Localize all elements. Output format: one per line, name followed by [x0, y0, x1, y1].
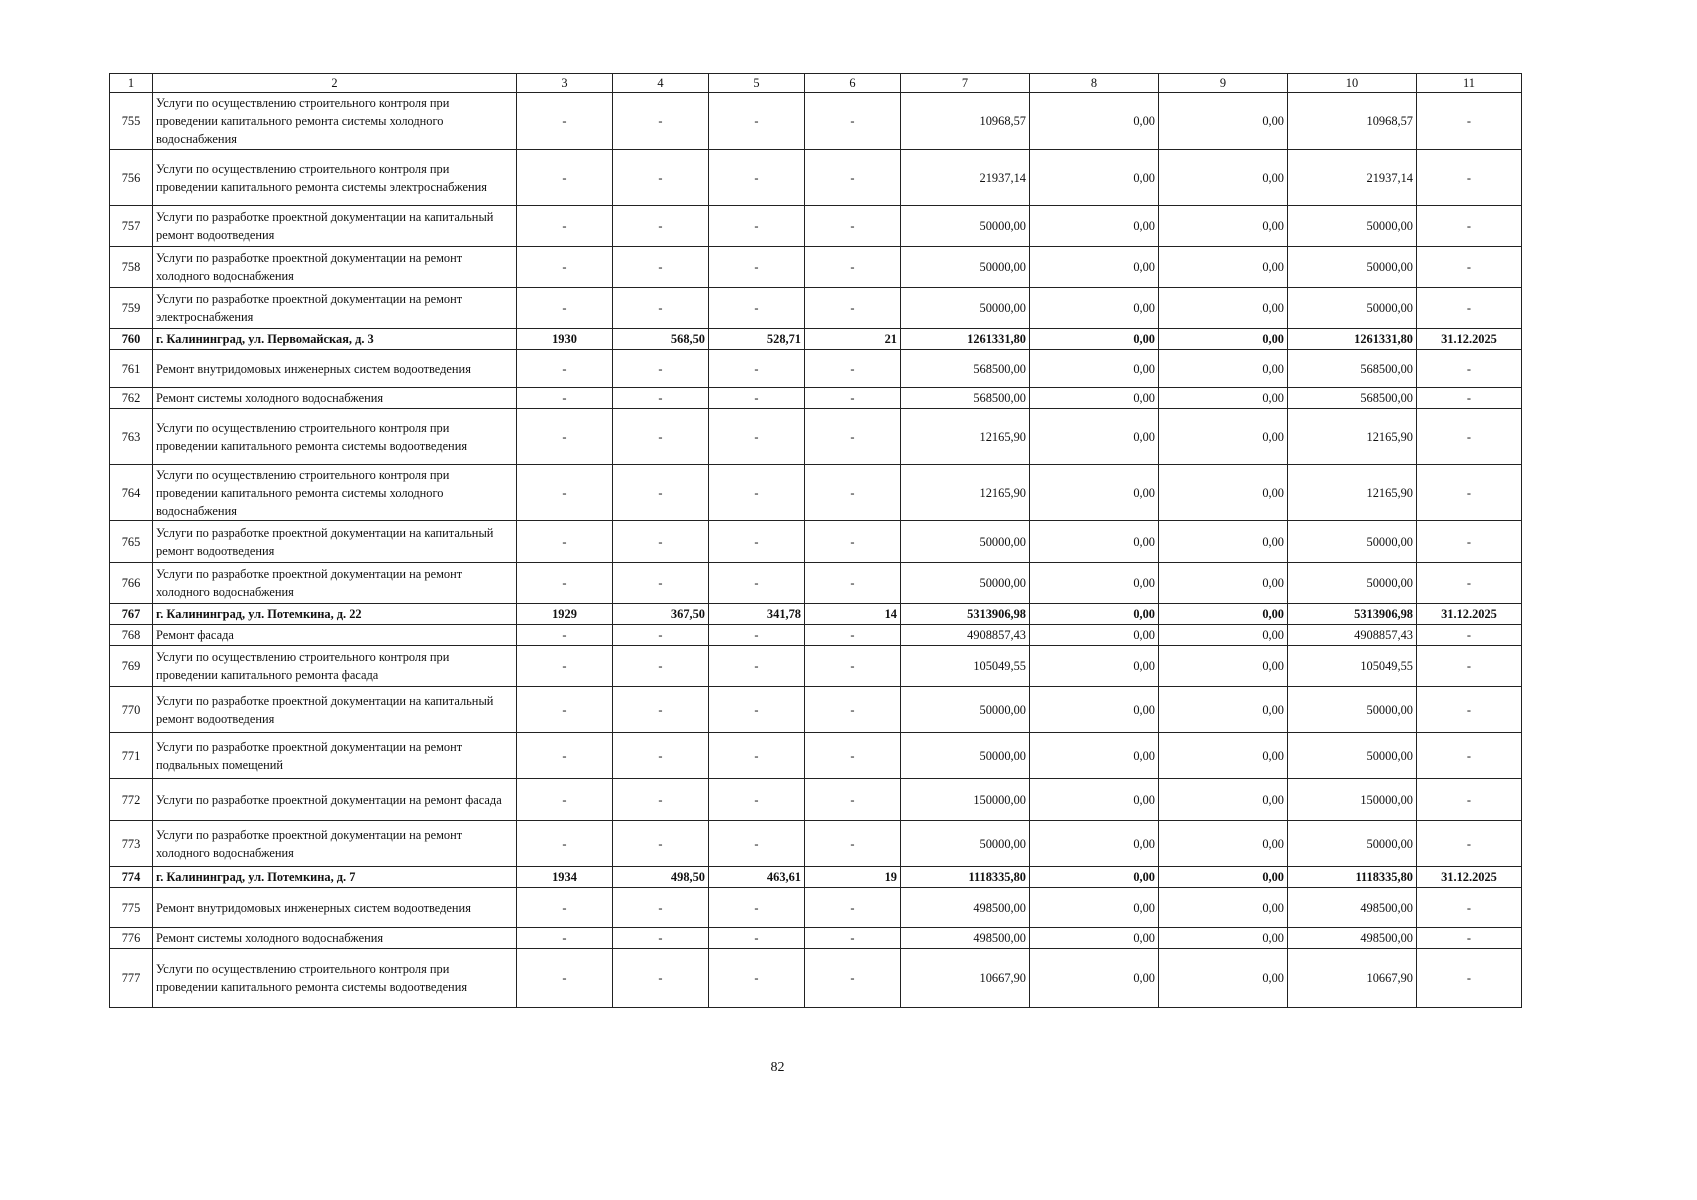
cell-col-4: - — [613, 350, 709, 388]
row-number: 758 — [110, 247, 153, 288]
cell-col-10: 50000,00 — [1288, 733, 1417, 779]
row-name: Услуги по разработке проектной документации на капитальный ремонт водоотведения — [153, 687, 517, 733]
cell-col-6: 19 — [805, 867, 901, 888]
cell-col-10: 50000,00 — [1288, 288, 1417, 329]
column-header: 10 — [1288, 74, 1417, 93]
row-number: 762 — [110, 388, 153, 409]
header-row — [110, 74, 1522, 93]
row-name: Услуги по разработке проектной документации на капитальный ремонт водоотведения — [153, 521, 517, 563]
cell-col-7: 105049,55 — [901, 646, 1030, 687]
cell-col-3: 1934 — [517, 867, 613, 888]
column-header: 9 — [1159, 74, 1288, 93]
table-body — [110, 74, 1522, 1008]
row-name: Услуги по разработке проектной документации на ремонт электроснабжения — [153, 288, 517, 329]
cell-col-11: 31.12.2025 — [1417, 867, 1522, 888]
cell-col-6: - — [805, 521, 901, 563]
cell-col-9: 0,00 — [1159, 150, 1288, 206]
cell-col-9: 0,00 — [1159, 563, 1288, 604]
cell-col-11: - — [1417, 821, 1522, 867]
row-name: Услуги по осуществлению строительного контроля при проведении капитального ремонта системы холодного водоснабжения — [153, 93, 517, 150]
cell-col-3: 1929 — [517, 604, 613, 625]
address-row — [110, 604, 1522, 625]
table-row — [110, 350, 1522, 388]
cell-col-6: - — [805, 247, 901, 288]
cell-col-6: - — [805, 409, 901, 465]
cell-col-6: - — [805, 928, 901, 949]
cell-col-4: - — [613, 949, 709, 1008]
cell-col-7: 568500,00 — [901, 350, 1030, 388]
cell-col-11: - — [1417, 779, 1522, 821]
cell-col-4: - — [613, 733, 709, 779]
cell-col-9: 0,00 — [1159, 206, 1288, 247]
cell-col-8: 0,00 — [1030, 949, 1159, 1008]
column-header: 5 — [709, 74, 805, 93]
cell-col-6: - — [805, 150, 901, 206]
cell-col-11: - — [1417, 949, 1522, 1008]
cell-col-6: - — [805, 465, 901, 521]
cell-col-11: - — [1417, 409, 1522, 465]
cell-col-11: - — [1417, 625, 1522, 646]
cell-col-4: - — [613, 821, 709, 867]
row-name: Ремонт системы холодного водоснабжения — [153, 928, 517, 949]
row-number: 757 — [110, 206, 153, 247]
row-number: 760 — [110, 329, 153, 350]
address-row — [110, 329, 1522, 350]
cell-col-4: - — [613, 288, 709, 329]
cell-col-6: - — [805, 388, 901, 409]
cell-col-6: - — [805, 687, 901, 733]
cell-col-11: - — [1417, 687, 1522, 733]
cell-col-3: - — [517, 733, 613, 779]
row-name: г. Калининград, ул. Потемкина, д. 22 — [153, 604, 517, 625]
table-row — [110, 288, 1522, 329]
column-header: 1 — [110, 74, 153, 93]
cell-col-3: - — [517, 206, 613, 247]
row-number: 755 — [110, 93, 153, 150]
cell-col-4: 568,50 — [613, 329, 709, 350]
cell-col-11: 31.12.2025 — [1417, 604, 1522, 625]
column-header: 2 — [153, 74, 517, 93]
cell-col-4: - — [613, 388, 709, 409]
cell-col-3: - — [517, 779, 613, 821]
row-name: Услуги по разработке проектной документации на ремонт фасада — [153, 779, 517, 821]
cell-col-6: - — [805, 206, 901, 247]
cell-col-9: 0,00 — [1159, 821, 1288, 867]
row-number: 756 — [110, 150, 153, 206]
cell-col-5: - — [709, 928, 805, 949]
data-table — [109, 73, 1522, 1008]
cell-col-8: 0,00 — [1030, 247, 1159, 288]
cell-col-10: 5313906,98 — [1288, 604, 1417, 625]
cell-col-11: - — [1417, 733, 1522, 779]
row-number: 767 — [110, 604, 153, 625]
row-number: 761 — [110, 350, 153, 388]
cell-col-3: - — [517, 247, 613, 288]
cell-col-11: - — [1417, 247, 1522, 288]
cell-col-5: - — [709, 93, 805, 150]
table-row — [110, 563, 1522, 604]
cell-col-9: 0,00 — [1159, 867, 1288, 888]
cell-col-4: - — [613, 888, 709, 928]
cell-col-8: 0,00 — [1030, 409, 1159, 465]
cell-col-10: 50000,00 — [1288, 247, 1417, 288]
row-number: 764 — [110, 465, 153, 521]
cell-col-4: - — [613, 93, 709, 150]
cell-col-11: - — [1417, 150, 1522, 206]
cell-col-3: - — [517, 521, 613, 563]
cell-col-5: 463,61 — [709, 867, 805, 888]
cell-col-8: 0,00 — [1030, 288, 1159, 329]
cell-col-7: 50000,00 — [901, 733, 1030, 779]
row-number: 765 — [110, 521, 153, 563]
row-name: Ремонт внутридомовых инженерных систем водоотведения — [153, 888, 517, 928]
row-number: 763 — [110, 409, 153, 465]
table-row — [110, 888, 1522, 928]
cell-col-8: 0,00 — [1030, 888, 1159, 928]
cell-col-5: - — [709, 733, 805, 779]
row-name: Услуги по осуществлению строительного контроля при проведении капитального ремонта системы водоотведения — [153, 949, 517, 1008]
cell-col-3: - — [517, 93, 613, 150]
row-number: 776 — [110, 928, 153, 949]
cell-col-10: 12165,90 — [1288, 409, 1417, 465]
cell-col-9: 0,00 — [1159, 388, 1288, 409]
table-row — [110, 687, 1522, 733]
cell-col-7: 10968,57 — [901, 93, 1030, 150]
cell-col-7: 150000,00 — [901, 779, 1030, 821]
row-name: Ремонт системы холодного водоснабжения — [153, 388, 517, 409]
cell-col-3: - — [517, 465, 613, 521]
row-number: 770 — [110, 687, 153, 733]
row-name: г. Калининград, ул. Потемкина, д. 7 — [153, 867, 517, 888]
cell-col-9: 0,00 — [1159, 409, 1288, 465]
cell-col-8: 0,00 — [1030, 604, 1159, 625]
table-row — [110, 388, 1522, 409]
cell-col-11: - — [1417, 465, 1522, 521]
table-row — [110, 150, 1522, 206]
row-name: Услуги по разработке проектной документации на ремонт холодного водоснабжения — [153, 247, 517, 288]
cell-col-4: - — [613, 687, 709, 733]
cell-col-10: 1118335,80 — [1288, 867, 1417, 888]
cell-col-10: 568500,00 — [1288, 388, 1417, 409]
cell-col-5: - — [709, 625, 805, 646]
cell-col-8: 0,00 — [1030, 521, 1159, 563]
cell-col-11: - — [1417, 388, 1522, 409]
cell-col-9: 0,00 — [1159, 888, 1288, 928]
cell-col-4: - — [613, 409, 709, 465]
row-name: г. Калининград, ул. Первомайская, д. 3 — [153, 329, 517, 350]
cell-col-8: 0,00 — [1030, 150, 1159, 206]
cell-col-4: - — [613, 247, 709, 288]
cell-col-7: 12165,90 — [901, 465, 1030, 521]
cell-col-7: 498500,00 — [901, 928, 1030, 949]
cell-col-5: 528,71 — [709, 329, 805, 350]
cell-col-6: - — [805, 779, 901, 821]
row-number: 768 — [110, 625, 153, 646]
column-header: 3 — [517, 74, 613, 93]
cell-col-10: 498500,00 — [1288, 888, 1417, 928]
cell-col-4: - — [613, 563, 709, 604]
row-name: Услуги по разработке проектной документации на ремонт холодного водоснабжения — [153, 563, 517, 604]
cell-col-8: 0,00 — [1030, 329, 1159, 350]
cell-col-9: 0,00 — [1159, 949, 1288, 1008]
cell-col-9: 0,00 — [1159, 646, 1288, 687]
cell-col-3: - — [517, 687, 613, 733]
row-number: 771 — [110, 733, 153, 779]
column-header: 6 — [805, 74, 901, 93]
cell-col-7: 4908857,43 — [901, 625, 1030, 646]
table-row — [110, 247, 1522, 288]
cell-col-11: - — [1417, 888, 1522, 928]
cell-col-9: 0,00 — [1159, 350, 1288, 388]
cell-col-10: 50000,00 — [1288, 687, 1417, 733]
cell-col-6: - — [805, 733, 901, 779]
cell-col-3: - — [517, 625, 613, 646]
cell-col-4: - — [613, 928, 709, 949]
cell-col-8: 0,00 — [1030, 206, 1159, 247]
row-number: 772 — [110, 779, 153, 821]
cell-col-8: 0,00 — [1030, 821, 1159, 867]
cell-col-3: 1930 — [517, 329, 613, 350]
cell-col-9: 0,00 — [1159, 604, 1288, 625]
table-row — [110, 821, 1522, 867]
cell-col-6: - — [805, 350, 901, 388]
cell-col-5: - — [709, 949, 805, 1008]
cell-col-6: 21 — [805, 329, 901, 350]
cell-col-6: - — [805, 625, 901, 646]
cell-col-3: - — [517, 928, 613, 949]
cell-col-5: - — [709, 563, 805, 604]
cell-col-9: 0,00 — [1159, 329, 1288, 350]
cell-col-7: 21937,14 — [901, 150, 1030, 206]
cell-col-4: 367,50 — [613, 604, 709, 625]
cell-col-4: - — [613, 625, 709, 646]
cell-col-5: - — [709, 465, 805, 521]
cell-col-8: 0,00 — [1030, 779, 1159, 821]
cell-col-11: - — [1417, 563, 1522, 604]
cell-col-3: - — [517, 388, 613, 409]
cell-col-10: 1261331,80 — [1288, 329, 1417, 350]
cell-col-8: 0,00 — [1030, 465, 1159, 521]
row-name: Услуги по разработке проектной документации на ремонт холодного водоснабжения — [153, 821, 517, 867]
row-number: 777 — [110, 949, 153, 1008]
cell-col-6: - — [805, 563, 901, 604]
cell-col-10: 50000,00 — [1288, 821, 1417, 867]
cell-col-3: - — [517, 150, 613, 206]
table-row — [110, 949, 1522, 1008]
cell-col-5: - — [709, 687, 805, 733]
cell-col-3: - — [517, 409, 613, 465]
cell-col-7: 1118335,80 — [901, 867, 1030, 888]
cell-col-5: - — [709, 521, 805, 563]
cell-col-11: - — [1417, 206, 1522, 247]
row-number: 766 — [110, 563, 153, 604]
table-row — [110, 409, 1522, 465]
row-name: Услуги по осуществлению строительного контроля при проведении капитального ремонта системы водоотведения — [153, 409, 517, 465]
cell-col-7: 12165,90 — [901, 409, 1030, 465]
cell-col-10: 50000,00 — [1288, 521, 1417, 563]
cell-col-10: 568500,00 — [1288, 350, 1417, 388]
column-header: 7 — [901, 74, 1030, 93]
cell-col-7: 498500,00 — [901, 888, 1030, 928]
cell-col-4: - — [613, 206, 709, 247]
cell-col-10: 105049,55 — [1288, 646, 1417, 687]
cell-col-10: 4908857,43 — [1288, 625, 1417, 646]
cell-col-11: - — [1417, 350, 1522, 388]
cell-col-9: 0,00 — [1159, 521, 1288, 563]
cell-col-9: 0,00 — [1159, 779, 1288, 821]
cell-col-5: - — [709, 288, 805, 329]
cell-col-8: 0,00 — [1030, 646, 1159, 687]
cell-col-10: 10968,57 — [1288, 93, 1417, 150]
cell-col-8: 0,00 — [1030, 625, 1159, 646]
cell-col-8: 0,00 — [1030, 93, 1159, 150]
address-row — [110, 867, 1522, 888]
row-name: Услуги по разработке проектной документации на капитальный ремонт водоотведения — [153, 206, 517, 247]
cell-col-3: - — [517, 949, 613, 1008]
cell-col-7: 5313906,98 — [901, 604, 1030, 625]
cell-col-7: 50000,00 — [901, 288, 1030, 329]
cell-col-6: - — [805, 288, 901, 329]
cell-col-6: - — [805, 949, 901, 1008]
cell-col-5: - — [709, 888, 805, 928]
cell-col-3: - — [517, 888, 613, 928]
cell-col-8: 0,00 — [1030, 687, 1159, 733]
cell-col-10: 50000,00 — [1288, 563, 1417, 604]
row-name: Услуги по осуществлению строительного контроля при проведении капитального ремонта фасада — [153, 646, 517, 687]
cell-col-4: 498,50 — [613, 867, 709, 888]
cell-col-6: 14 — [805, 604, 901, 625]
cell-col-4: - — [613, 646, 709, 687]
cell-col-9: 0,00 — [1159, 928, 1288, 949]
cell-col-8: 0,00 — [1030, 733, 1159, 779]
cell-col-4: - — [613, 779, 709, 821]
cell-col-5: - — [709, 388, 805, 409]
row-number: 774 — [110, 867, 153, 888]
row-name: Ремонт внутридомовых инженерных систем водоотведения — [153, 350, 517, 388]
cell-col-5: - — [709, 821, 805, 867]
cell-col-10: 12165,90 — [1288, 465, 1417, 521]
cell-col-5: - — [709, 206, 805, 247]
cell-col-5: - — [709, 150, 805, 206]
column-header: 8 — [1030, 74, 1159, 93]
cell-col-10: 10667,90 — [1288, 949, 1417, 1008]
cell-col-9: 0,00 — [1159, 247, 1288, 288]
table-row — [110, 465, 1522, 521]
cell-col-3: - — [517, 350, 613, 388]
cell-col-7: 50000,00 — [901, 821, 1030, 867]
row-name: Услуги по осуществлению строительного контроля при проведении капитального ремонта системы электроснабжения — [153, 150, 517, 206]
row-number: 775 — [110, 888, 153, 928]
cell-col-4: - — [613, 465, 709, 521]
row-name: Услуги по осуществлению строительного контроля при проведении капитального ремонта системы холодного водоснабжения — [153, 465, 517, 521]
table-row — [110, 206, 1522, 247]
cell-col-11: - — [1417, 93, 1522, 150]
table-row — [110, 521, 1522, 563]
cell-col-9: 0,00 — [1159, 625, 1288, 646]
cell-col-10: 50000,00 — [1288, 206, 1417, 247]
cell-col-7: 50000,00 — [901, 563, 1030, 604]
cell-col-3: - — [517, 646, 613, 687]
row-number: 769 — [110, 646, 153, 687]
cell-col-6: - — [805, 888, 901, 928]
cell-col-3: - — [517, 821, 613, 867]
cell-col-10: 498500,00 — [1288, 928, 1417, 949]
cell-col-11: - — [1417, 288, 1522, 329]
cell-col-5: - — [709, 646, 805, 687]
column-header: 4 — [613, 74, 709, 93]
cell-col-7: 50000,00 — [901, 206, 1030, 247]
cell-col-5: - — [709, 409, 805, 465]
cell-col-9: 0,00 — [1159, 733, 1288, 779]
row-number: 759 — [110, 288, 153, 329]
cell-col-5: - — [709, 247, 805, 288]
cell-col-7: 50000,00 — [901, 687, 1030, 733]
column-header: 11 — [1417, 74, 1522, 93]
cell-col-11: 31.12.2025 — [1417, 329, 1522, 350]
cell-col-11: - — [1417, 928, 1522, 949]
cell-col-11: - — [1417, 646, 1522, 687]
cell-col-9: 0,00 — [1159, 687, 1288, 733]
cell-col-9: 0,00 — [1159, 288, 1288, 329]
cell-col-8: 0,00 — [1030, 388, 1159, 409]
cell-col-10: 21937,14 — [1288, 150, 1417, 206]
row-number: 773 — [110, 821, 153, 867]
cell-col-3: - — [517, 563, 613, 604]
cell-col-8: 0,00 — [1030, 867, 1159, 888]
cell-col-6: - — [805, 646, 901, 687]
cell-col-8: 0,00 — [1030, 563, 1159, 604]
cell-col-7: 568500,00 — [901, 388, 1030, 409]
table-row — [110, 928, 1522, 949]
table-row — [110, 625, 1522, 646]
cell-col-4: - — [613, 521, 709, 563]
cell-col-10: 150000,00 — [1288, 779, 1417, 821]
page-number: 82 — [770, 1060, 785, 1075]
cell-col-7: 50000,00 — [901, 521, 1030, 563]
cell-col-4: - — [613, 150, 709, 206]
cell-col-6: - — [805, 93, 901, 150]
cell-col-9: 0,00 — [1159, 93, 1288, 150]
cell-col-7: 1261331,80 — [901, 329, 1030, 350]
cell-col-8: 0,00 — [1030, 350, 1159, 388]
cell-col-5: - — [709, 350, 805, 388]
row-name: Ремонт фасада — [153, 625, 517, 646]
cell-col-11: - — [1417, 521, 1522, 563]
table-row — [110, 646, 1522, 687]
cell-col-9: 0,00 — [1159, 465, 1288, 521]
table-row — [110, 779, 1522, 821]
cell-col-5: 341,78 — [709, 604, 805, 625]
cell-col-5: - — [709, 779, 805, 821]
table-row — [110, 733, 1522, 779]
cell-col-7: 10667,90 — [901, 949, 1030, 1008]
cell-col-3: - — [517, 288, 613, 329]
cell-col-7: 50000,00 — [901, 247, 1030, 288]
cell-col-8: 0,00 — [1030, 928, 1159, 949]
cell-col-6: - — [805, 821, 901, 867]
row-name: Услуги по разработке проектной документации на ремонт подвальных помещений — [153, 733, 517, 779]
table-row — [110, 93, 1522, 150]
